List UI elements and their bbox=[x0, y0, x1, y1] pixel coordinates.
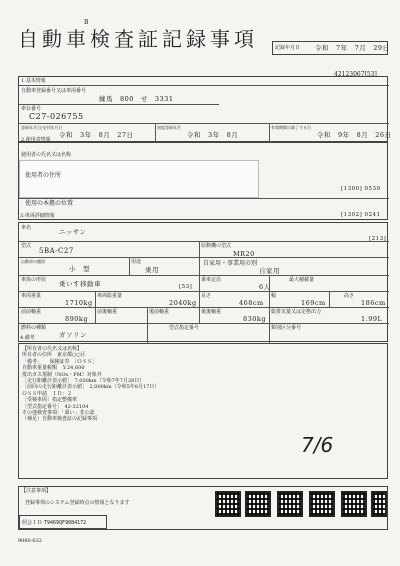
user-addr-label: 使用者の住所 bbox=[25, 172, 62, 179]
expiry-label: 有効期間の満了する日 bbox=[271, 125, 311, 130]
height: 186cm bbox=[361, 299, 386, 307]
notes-label: 【注意事項】 bbox=[21, 488, 52, 494]
ff-label: 前前軸重 bbox=[21, 309, 42, 315]
section-remarks-heading: 4.備考 bbox=[20, 335, 35, 341]
remarks-line: 「備考」 保険証券 ［ＯＳＳ］ bbox=[22, 358, 98, 365]
load-label: 最大積載量 bbox=[289, 277, 315, 283]
width: 169cm bbox=[301, 299, 326, 307]
remarks-line: ［受検車両］指定整備車 bbox=[22, 397, 78, 404]
record-date-box bbox=[272, 41, 388, 55]
weight-label: 車両重量 bbox=[21, 293, 42, 299]
chassis-label: 車台番号 bbox=[21, 106, 42, 112]
header-mark: B bbox=[84, 19, 89, 26]
first-year: 令和 3年 8月 bbox=[187, 131, 239, 139]
remarks-line: （補足）自動車検査証の記録事項 bbox=[22, 416, 98, 423]
first-year-label: 初度登録年月 bbox=[157, 125, 181, 130]
section-basic-heading: 1.基本情報 bbox=[21, 78, 46, 84]
length-label: 長さ bbox=[201, 293, 212, 299]
model-label: 型式 bbox=[21, 243, 32, 249]
remarks-line: 自動車重量税額 ￥24,600 bbox=[22, 365, 85, 372]
use-label: 用途 bbox=[131, 259, 142, 265]
weight: 1710kg bbox=[65, 299, 93, 307]
maker: ニッサン bbox=[59, 228, 87, 236]
section-user-heading: 2.使用者情報 bbox=[21, 137, 51, 143]
remarks-line: 【所有者の氏名又は名称】 bbox=[22, 346, 83, 352]
fr-label: 前後軸重 bbox=[97, 309, 118, 315]
gross: 2040kg bbox=[169, 299, 197, 307]
qr-code-4 bbox=[309, 491, 335, 517]
designation-label: 型式指定番号 bbox=[169, 325, 200, 331]
section-remarks bbox=[18, 343, 388, 479]
rf-label: 後前軸重 bbox=[149, 309, 170, 315]
remarks-lines bbox=[22, 346, 159, 423]
code-2: [1302] 0241 bbox=[341, 212, 381, 218]
id-box bbox=[19, 515, 107, 529]
ff: 890kg bbox=[65, 315, 89, 323]
first-reg: 令和 3年 8月 27日 bbox=[59, 131, 134, 139]
user-name-label: 使用者の氏名又は名称 bbox=[21, 152, 72, 158]
notes-box bbox=[18, 486, 388, 530]
qr-code-3 bbox=[277, 491, 303, 517]
code-1: [1300] 0539 bbox=[341, 186, 381, 192]
base-label: 使用の本拠の位置 bbox=[25, 200, 74, 207]
body-label: 車体の形状 bbox=[21, 277, 47, 283]
reg-no: 練馬 800 せ 3331 bbox=[99, 95, 174, 103]
private: 自家用 bbox=[259, 267, 280, 275]
displacement-label: 総排気量又は定格出力 bbox=[271, 309, 322, 315]
gross-label: 車両総重量 bbox=[97, 293, 123, 299]
maker-label: 車名 bbox=[21, 225, 32, 231]
model: 5BA-C27 bbox=[39, 247, 74, 255]
fuel-label: 燃料の種類 bbox=[21, 325, 47, 331]
doc-number: 42123067[53] bbox=[334, 71, 377, 78]
id-label: 照会ＩＤ bbox=[22, 520, 43, 526]
kind-label: 自動車の種別 bbox=[21, 259, 45, 264]
body-code: [53] bbox=[179, 284, 193, 290]
body: 乗いす移動車 bbox=[59, 280, 101, 288]
height-label: 高さ bbox=[344, 293, 355, 299]
qr-code-5 bbox=[341, 491, 367, 517]
chassis: C27-026755 bbox=[29, 112, 84, 121]
notes-text: 登録事項のシステム登録時点の情報となります bbox=[25, 500, 130, 506]
expiry: 令和 9年 8月 26日 bbox=[317, 131, 392, 139]
section-vehicle-heading: 3.車両詳細情報 bbox=[20, 213, 55, 219]
qr-code-2 bbox=[245, 491, 271, 517]
handwritten-note: 7/6 bbox=[301, 433, 334, 457]
length: 468cm bbox=[239, 299, 264, 307]
private-label: 自家用・事業用の別 bbox=[203, 260, 258, 267]
remarks-line: ＯＳＳ申請 ＩＤ：２ bbox=[22, 390, 73, 397]
record-date-label: 記録年月日 bbox=[275, 45, 301, 51]
remarks-line: その他検査事項：「乗い」非公認 bbox=[22, 410, 95, 417]
section-vehicle bbox=[18, 222, 388, 342]
fuel: ガソリン bbox=[59, 331, 87, 339]
qr-code-6 bbox=[371, 491, 387, 517]
reg-no-label: 自動車登録番号又は車両番号 bbox=[21, 88, 87, 94]
rr: 830kg bbox=[243, 315, 267, 323]
use: 乗用 bbox=[145, 266, 159, 274]
remarks-line: ［型式指定番号］ 42-32104 bbox=[22, 403, 89, 410]
capacity-label: 乗車定員 bbox=[201, 277, 222, 283]
capacity: 6人 bbox=[259, 283, 271, 291]
user-redacted bbox=[19, 160, 259, 198]
rr-label: 後後軸重 bbox=[201, 309, 222, 315]
qr-code-1 bbox=[215, 491, 241, 517]
width-label: 幅 bbox=[271, 293, 277, 299]
remarks-line: 所有者の住所 東京都○○区 bbox=[22, 352, 86, 359]
section-user bbox=[18, 137, 388, 220]
first-reg-label: 登録年月日/交付年月日 bbox=[21, 125, 63, 130]
engine-label: 原動機の型式 bbox=[201, 243, 232, 249]
remarks-line: ［前回の走行距離計表示値］ 2,000km（令和5年8月17日） bbox=[22, 384, 160, 391]
remarks-line: ［走行距離計表示値］ 7,000km（令和7年7月28日） bbox=[22, 378, 145, 385]
category-label: 類別区分番号 bbox=[271, 325, 302, 331]
section-basic bbox=[18, 76, 392, 142]
remarks-line: 排出ガス規制（NOx・PM）対象外 bbox=[22, 371, 102, 378]
record-date: 令和 7年 7月 29日 bbox=[315, 44, 390, 52]
document-title: 自動車検査証記録事項 bbox=[18, 27, 258, 51]
kind: 小 型 bbox=[69, 265, 90, 273]
maker-code: [213] bbox=[369, 236, 387, 242]
engine: MR20 bbox=[233, 250, 255, 258]
displacement: 1.99L bbox=[361, 315, 383, 323]
form-code: 9060-632 bbox=[18, 538, 42, 544]
id-value: T9469QF9084172 bbox=[44, 520, 87, 526]
